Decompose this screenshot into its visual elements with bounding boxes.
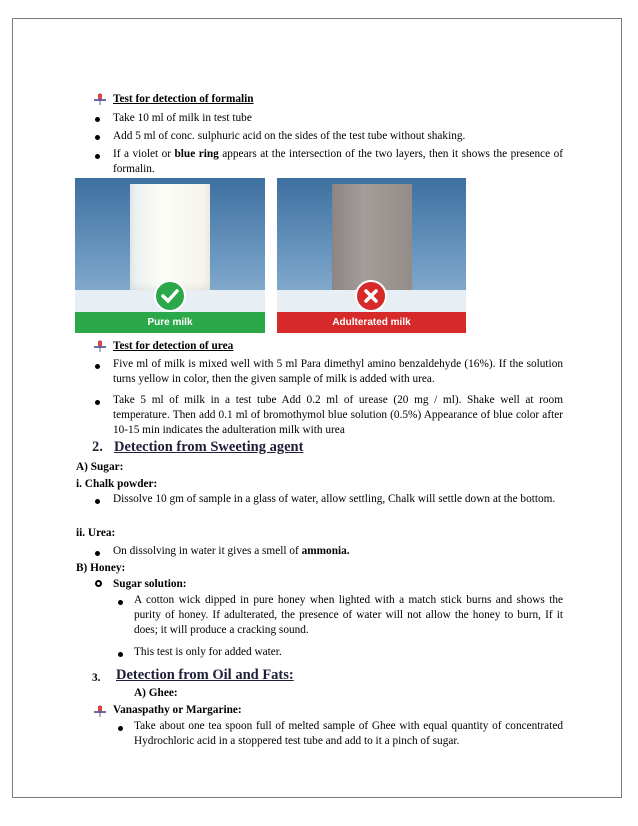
ring-bullet-icon	[95, 580, 102, 587]
formalin-heading: Test for detection of formalin	[113, 93, 254, 105]
formalin-bullet-3: If a violet or blue ring appears at the intersection of the two layers, then it shows the presence of formalin.	[113, 148, 563, 175]
ghee-bullet: Take about one tea spoon full of melted sample of Ghee with equal quantity of concentrated Hydrochloric acid in a stoppered test tube and add to it a pinch of sugar.	[134, 720, 563, 747]
formalin-bullet-1: Take 10 ml of milk in test tube	[113, 112, 252, 124]
honey-bullet-1: A cotton wick dipped in pure honey when lighted with a match stick burns and shows the purity of honey. If adulterated, the presence of water will not allow the honey to burn, If it does; it will produce a cracking sound.	[134, 594, 563, 636]
bullet-dot	[95, 551, 100, 556]
pushpin-icon	[93, 93, 107, 105]
sugar-solution-label: Sugar solution:	[113, 578, 187, 590]
milk-glass	[130, 184, 210, 294]
adulterated-milk-photo	[277, 178, 466, 333]
section2-title: Detection from Sweeting agent	[114, 439, 304, 455]
formalin-bullet-2: Add 5 ml of conc. sulphuric acid on the sides of the test tube without shaking.	[113, 130, 466, 142]
section3-title: Detection from Oil and Fats:	[116, 667, 294, 683]
bullet-dot	[95, 154, 100, 159]
bullet-dot	[95, 135, 100, 140]
cross-icon	[355, 280, 387, 312]
urea-bullet-2: Take 5 ml of milk in a test tube Add 0.2 ml of urease (20 mg / ml). Shake well at room temperature. Then add 0.1 ml of bromothymol blue solution (0.5%) Appearance of blue color after 10-15 min indicates the adulteration milk with urea	[113, 394, 563, 436]
chalk-bullet: Dissolve 10 gm of sample in a glass of water, allow settling, Chalk will settle down at the bottom.	[113, 493, 556, 505]
honey-bullet-2: This test is only for added water.	[134, 646, 282, 658]
bullet-dot	[118, 726, 123, 731]
urea-bullet-1: Five ml of milk is mixed well with 5 ml Para dimethyl amino benzaldehyde (16%). If the solution turns yellow in color, then the given sample of milk is added with urea.	[113, 358, 563, 385]
section3-number: 3.	[92, 672, 101, 684]
pushpin-icon	[93, 705, 107, 717]
bullet-dot	[118, 600, 123, 605]
pure-milk-label: Pure milk	[75, 312, 265, 333]
adulterated-milk-label: Adulterated milk	[277, 312, 466, 333]
section2-number: 2.	[92, 439, 103, 455]
urea-sub-bullet: On dissolving in water it gives a smell of ammonia.	[113, 545, 350, 557]
adulterated-glass	[332, 184, 412, 294]
bullet-dot	[95, 400, 100, 405]
pushpin-icon	[93, 340, 107, 352]
chalk-label: i. Chalk powder:	[76, 478, 158, 490]
vanaspathy-label: Vanaspathy or Margarine:	[113, 704, 242, 716]
honey-label: B) Honey:	[76, 562, 126, 574]
pure-milk-photo	[75, 178, 265, 333]
bullet-dot	[95, 117, 100, 122]
ghee-label: A) Ghee:	[134, 687, 178, 699]
bullet-dot	[95, 499, 100, 504]
urea-sub-label: ii. Urea:	[76, 527, 116, 539]
sugar-label: A) Sugar:	[76, 461, 124, 473]
bullet-dot	[118, 652, 123, 657]
checkmark-icon	[154, 280, 186, 312]
bullet-dot	[95, 364, 100, 369]
urea-heading: Test for detection of urea	[113, 340, 234, 352]
